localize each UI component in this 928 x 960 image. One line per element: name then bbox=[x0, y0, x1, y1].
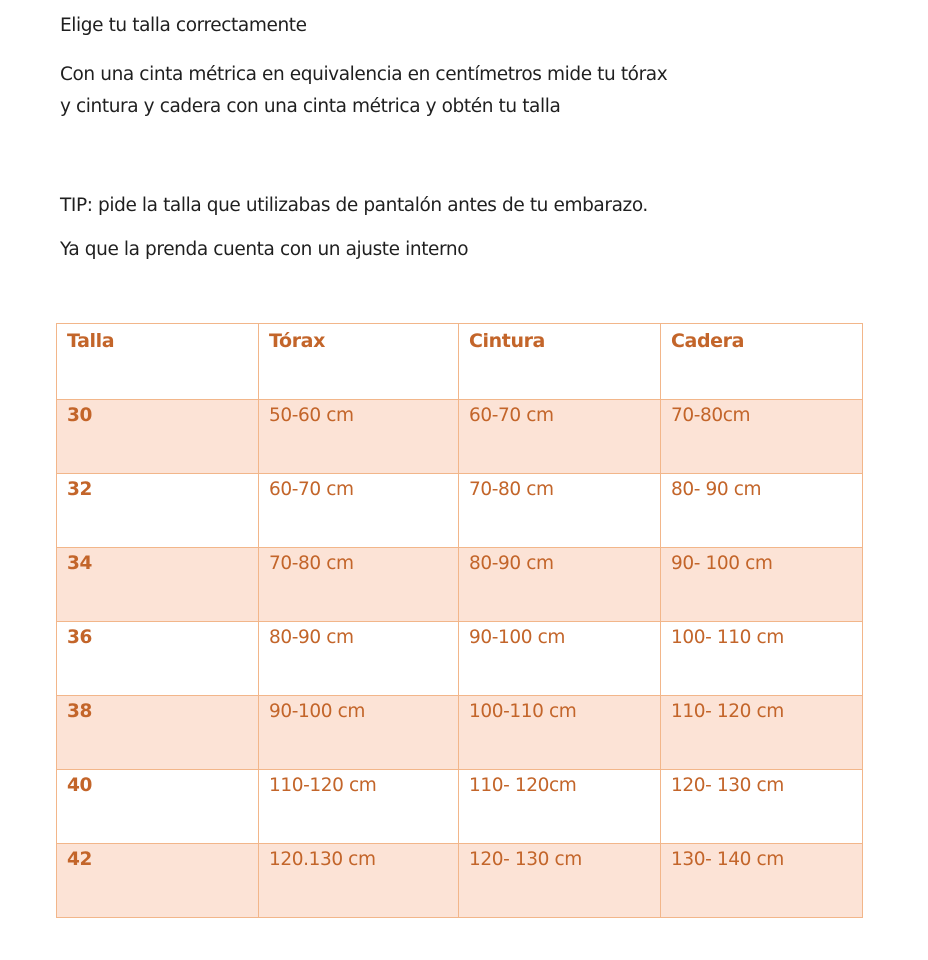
torax-cell: 70-80 cm bbox=[259, 548, 459, 622]
table-row bbox=[57, 844, 863, 918]
cadera-cell: 130- 140 cm bbox=[661, 844, 863, 918]
size-table bbox=[56, 323, 863, 918]
cintura-cell: 80-90 cm bbox=[459, 548, 661, 622]
talla-cell: 42 bbox=[57, 844, 259, 918]
tip-text-2: Ya que la prenda cuenta con un ajuste interno bbox=[60, 239, 469, 260]
torax-cell: 60-70 cm bbox=[259, 474, 459, 548]
talla-cell: 34 bbox=[57, 548, 259, 622]
cadera-cell: 110- 120 cm bbox=[661, 696, 863, 770]
torax-cell: 90-100 cm bbox=[259, 696, 459, 770]
table-row bbox=[57, 770, 863, 844]
table-row bbox=[57, 548, 863, 622]
page-title: Elige tu talla correctamente bbox=[60, 15, 307, 36]
talla-cell: 40 bbox=[57, 770, 259, 844]
cintura-cell: 90-100 cm bbox=[459, 622, 661, 696]
talla-cell: 36 bbox=[57, 622, 259, 696]
talla-cell: 32 bbox=[57, 474, 259, 548]
header-talla: Talla bbox=[57, 324, 259, 400]
talla-cell: 30 bbox=[57, 400, 259, 474]
cadera-cell: 90- 100 cm bbox=[661, 548, 863, 622]
torax-cell: 50-60 cm bbox=[259, 400, 459, 474]
header-cintura: Cintura bbox=[459, 324, 661, 400]
cintura-cell: 100-110 cm bbox=[459, 696, 661, 770]
table-header-row bbox=[57, 324, 863, 400]
cintura-cell: 120- 130 cm bbox=[459, 844, 661, 918]
cadera-cell: 80- 90 cm bbox=[661, 474, 863, 548]
table-row bbox=[57, 622, 863, 696]
tip-text: TIP: pide la talla que utilizabas de pantalón antes de tu embarazo. bbox=[60, 195, 648, 216]
header-cadera: Cadera bbox=[661, 324, 863, 400]
table-row bbox=[57, 474, 863, 548]
cintura-cell: 70-80 cm bbox=[459, 474, 661, 548]
cadera-cell: 100- 110 cm bbox=[661, 622, 863, 696]
cadera-cell: 70-80cm bbox=[661, 400, 863, 474]
table-row bbox=[57, 696, 863, 770]
cintura-cell: 60-70 cm bbox=[459, 400, 661, 474]
intro-line-1: Con una cinta métrica en equivalencia en centímetros mide tu tórax bbox=[60, 64, 668, 85]
torax-cell: 110-120 cm bbox=[259, 770, 459, 844]
intro-line-2: y cintura y cadera con una cinta métrica y obtén tu talla bbox=[60, 96, 561, 117]
talla-cell: 38 bbox=[57, 696, 259, 770]
cintura-cell: 110- 120cm bbox=[459, 770, 661, 844]
cadera-cell: 120- 130 cm bbox=[661, 770, 863, 844]
header-torax: Tórax bbox=[259, 324, 459, 400]
table-row bbox=[57, 400, 863, 474]
torax-cell: 80-90 cm bbox=[259, 622, 459, 696]
torax-cell: 120.130 cm bbox=[259, 844, 459, 918]
